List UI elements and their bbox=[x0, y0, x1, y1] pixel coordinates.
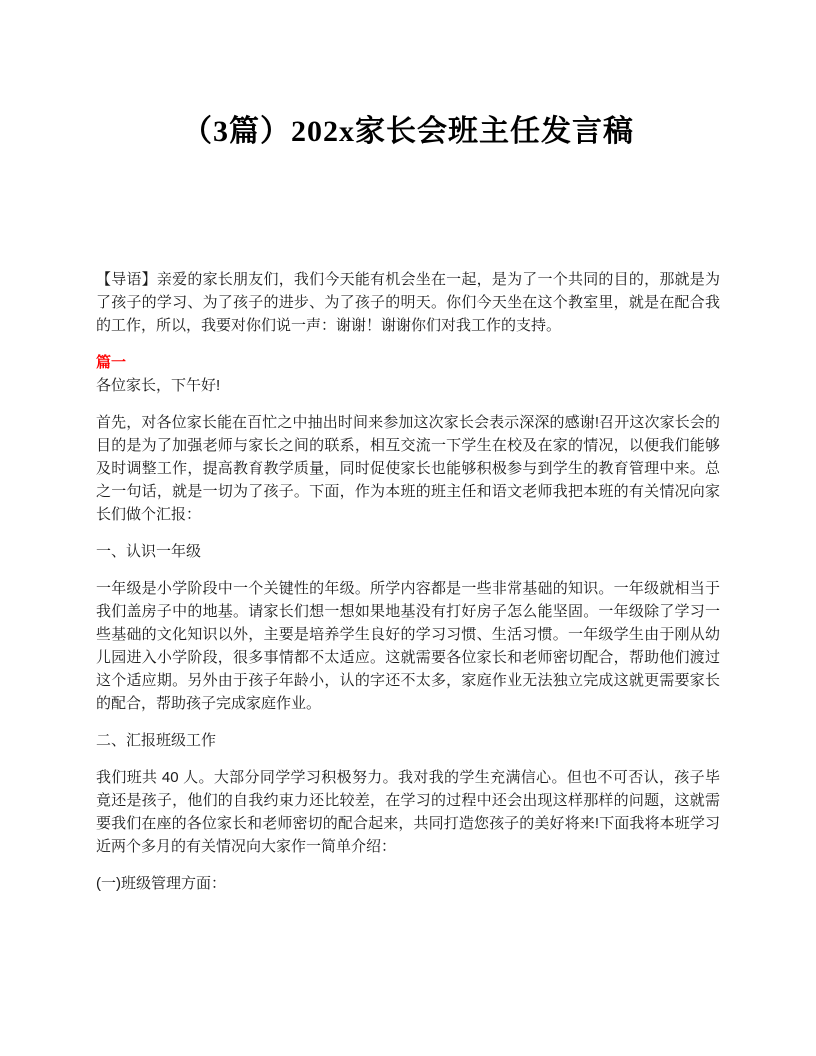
lead-paragraph: 【导语】亲爱的家长朋友们，我们今天能有机会坐在一起，是为了一个共同的目的，那就是为了孩子的学习、为了孩子的进步、为了孩子的明天。你们今天坐在这个教室里，就是在配合我的工作，所以，我要对你们说一声：谢谢！谢谢你们对我工作的支持。 bbox=[96, 271, 720, 334]
section-heading-part-one: 篇一 bbox=[96, 354, 127, 371]
heading-class-management: (一)班级管理方面： bbox=[96, 875, 226, 892]
heading-class-work-report: 二、汇报班级工作 bbox=[96, 732, 217, 749]
document-title: （3篇）202x家长会班主任发言稿 bbox=[182, 115, 634, 148]
greeting-line: 各位家长，下午好! bbox=[96, 377, 221, 394]
class-report-paragraph: 我们班共 40 人。大部分同学学习积极努力。我对我的学生充满信心。但也不可否认，孩子毕竟还是孩子，他们的自我约束力还比较差，在学习的过程中还会出现这样那样的问题，这就需要我们在座的各位家长和老师密切的配合起来，共同打造您孩子的美好将来!下面我将本班学习近两个多月的有关情况向大家作一简单介绍： bbox=[96, 769, 720, 855]
heading-know-first-grade: 一、认识一年级 bbox=[96, 543, 202, 560]
opening-paragraph: 首先，对各位家长能在百忙之中抽出时间来参加这次家长会表示深深的感谢!召开这次家长会的目的是为了加强老师与家长之间的联系，相互交流一下学生在校及在家的情况，以便我们能够及时调整工作，提高教育教学质量，同时促使家长也能够积极参与到学生的教育管理中来。总之一句话，就是一切为了孩子。下面，作为本班的班主任和语文老师我把本班的有关情况向家长们做个汇报： bbox=[96, 414, 720, 523]
first-grade-paragraph: 一年级是小学阶段中一个关键性的年级。所学内容都是一些非常基础的知识。一年级就相当于我们盖房子中的地基。请家长们想一想如果地基没有打好房子怎么能坚固。一年级除了学习一些基础的文化知识以外，主要是培养学生良好的学习习惯、生活习惯。一年级学生由于刚从幼儿园进入小学阶段，很多事情都不太适应。这就需要各位家长和老师密切配合，帮助他们渡过这个适应期。另外由于孩子年龄小，认的字还不太多，家庭作业无法独立完成这就更需要家长的配合，帮助孩子完成家庭作业。 bbox=[96, 580, 720, 712]
